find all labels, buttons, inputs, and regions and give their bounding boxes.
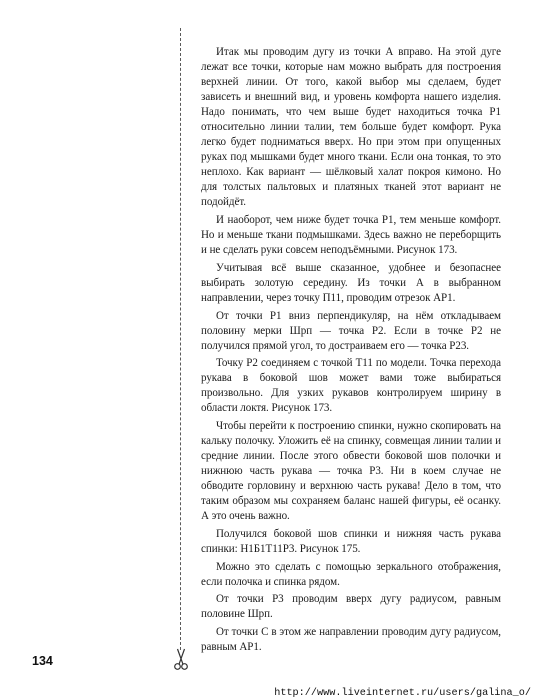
paragraph: Точку Р2 соединяем с точкой Т11 по модели. Точка перехода рукава в боковой шов может вами тоже выбираться произвольно. Для узких рукавов контролируем ширину в области локтя. Рисунок 173. — [201, 357, 501, 415]
paragraph: И наоборот, чем ниже будет точка Р1, тем меньше комфорт. Но и меньше ткани подмышками. Здесь важно не переборщить и не сделать руки совсем неподъёмными. Рисунок 173. — [201, 214, 501, 257]
paragraph: Получился боковой шов спинки и нижняя часть рукава спинки: Н1Б1Т11Р3. Рисунок 175. — [201, 528, 501, 556]
scissors-icon — [172, 647, 190, 671]
paragraph: От точки Р1 вниз перпендикуляр, на нём откладываем половину мерки Шрп — точка Р2. Если в точке Р2 не получился прямой угол, то достраиваем его — точка Р23. — [201, 309, 501, 352]
paragraph: Можно это сделать с помощью зеркального отображения, если полочка и спинка рядом. — [201, 560, 501, 588]
page-number: 134 — [32, 654, 53, 668]
cut-line — [180, 28, 181, 650]
paragraph: Итак мы проводим дугу из точки А вправо. На этой дуге лежат все точки, которые нам можно выбрать для построения верхней линии. От того, какой выбор мы сделаем, будет зависеть и внешний вид, и уровень комфорта нашего изделия. Надо понимать, что чем выше будет находиться точка Р1 относительно линии талии, тем больше будет комфорт. Рука легко будет подниматься вверх. Но при этом при опущенных руках под мышками будет много ткани. Если она тонкая, то это неплохо. Как вариант — шёлковый халат покроя кимоно. Но для толстых пальтовых и платяных тканей этот вариант не подойдёт. — [201, 46, 501, 209]
body-text — [201, 45, 501, 658]
paragraph: От точки С в этом же направлении проводим дугу радиусом, равным АР1. — [201, 626, 501, 654]
paragraph: Чтобы перейти к построению спинки, нужно скопировать на кальку полочку. Уложить её на спинку, совмещая линии талии и средние линии. После этого обвести боковой шов полочки и нижнюю часть рукава — точка Р3. Ни в коем случае не обводите горловину и верхнюю часть рукава! Дело в том, что таким образом мы сохраняем баланс нашей фигуры, её осанку. А это очень важно. — [201, 420, 501, 523]
paragraph: Учитывая всё выше сказанное, удобнее и безопаснее выбирать золотую середину. Из точки А в выбранном направлении, через точку П11, проводим отрезок АР1. — [201, 261, 501, 304]
paragraph: От точки Р3 проводим вверх дугу радиусом, равным половине Шрп. — [201, 593, 501, 621]
watermark-url: http://www.liveinternet.ru/users/galina_o/ — [274, 688, 531, 699]
